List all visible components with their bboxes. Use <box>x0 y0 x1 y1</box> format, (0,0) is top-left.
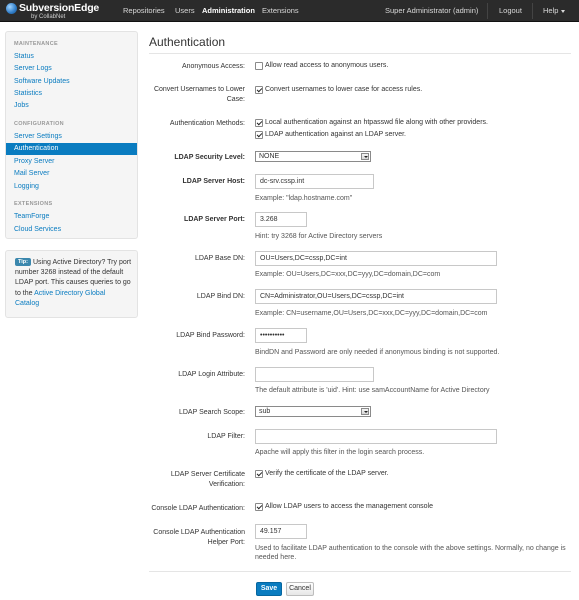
dropdown-arrow-icon <box>361 153 369 160</box>
ldap-cert-verification-text: Verify the certificate of the LDAP server. <box>265 470 389 477</box>
sidebar-header-configuration: CONFIGURATION <box>14 121 64 127</box>
ldap-auth-text: LDAP authentication against an LDAP server. <box>265 131 406 138</box>
nav-user-menu[interactable]: Super Administrator (admin) <box>385 6 479 15</box>
sidebar-item-server-settings[interactable]: Server Settings <box>14 133 62 140</box>
sidebar-item-server-logs[interactable]: Server Logs <box>14 65 52 72</box>
ldap-search-scope-select[interactable] <box>255 406 371 417</box>
ldap-security-level-label: LDAP Security Level: <box>174 154 245 161</box>
sidebar <box>5 31 138 239</box>
cancel-button[interactable]: Cancel <box>286 582 314 596</box>
save-button[interactable]: Save <box>256 582 282 596</box>
anonymous-access-text: Allow read access to anonymous users. <box>265 62 389 69</box>
console-ldap-auth-checkbox[interactable] <box>255 503 263 511</box>
nav-logout[interactable]: Logout <box>499 6 522 15</box>
ldap-security-level-value: NONE <box>259 153 280 160</box>
nav-help-label: Help <box>543 6 559 15</box>
form-actions-divider <box>149 571 571 572</box>
nav-users[interactable]: Users <box>175 6 195 15</box>
subversion-logo-icon <box>6 3 17 14</box>
anonymous-access-checkbox[interactable] <box>255 62 263 70</box>
sidebar-item-teamforge[interactable]: TeamForge <box>14 213 50 220</box>
ldap-search-scope-value: sub <box>259 408 271 415</box>
nav-repositories[interactable]: Repositories <box>123 6 165 15</box>
local-auth-checkbox[interactable] <box>255 119 263 127</box>
sidebar-item-authentication[interactable]: Authentication <box>6 143 137 155</box>
console-helper-port-help-cont: needed here. <box>255 554 297 561</box>
ldap-bind-dn-help: Example: CN=username,OU=Users,DC=xxx,DC=yyy,DC=domain,DC=com <box>255 310 488 317</box>
tip-text: Using Active Directory? Try port number 3268 instead of the default LDAP port. This causes queries to go to the <box>15 259 132 297</box>
lowercase-usernames-text: Convert usernames to lower case for access rules. <box>265 86 423 93</box>
top-navbar <box>0 0 579 22</box>
sidebar-item-jobs[interactable]: Jobs <box>14 102 29 109</box>
ldap-server-host-input[interactable]: dc-srv.cssp.int <box>255 174 374 189</box>
ldap-bind-password-label: LDAP Bind Password: <box>176 332 245 339</box>
local-auth-text: Local authentication against an htpasswd file along with other providers. <box>265 119 488 126</box>
ldap-base-dn-help: Example: OU=Users,DC=xxx,DC=yyy,DC=domain,DC=com <box>255 271 441 278</box>
sidebar-item-mail-server[interactable]: Mail Server <box>14 170 50 177</box>
ldap-security-level-select[interactable] <box>255 151 371 162</box>
brand-logo[interactable] <box>6 2 112 21</box>
tip-link-global-catalog[interactable]: Active Directory Global Catalog <box>15 289 106 307</box>
nav-administration[interactable]: Administration <box>202 6 255 15</box>
sidebar-item-logging[interactable]: Logging <box>14 183 39 190</box>
sidebar-header-maintenance: MAINTENANCE <box>14 41 58 47</box>
nav-separator <box>532 3 533 19</box>
nav-extensions[interactable]: Extensions <box>262 6 299 15</box>
ldap-server-host-help: Example: "ldap.hostname.com" <box>255 195 353 202</box>
tip-box <box>5 250 138 318</box>
ldap-bind-password-help: BindDN and Password are only needed if anonymous binding is not supported. <box>255 349 500 356</box>
ldap-login-attribute-input[interactable] <box>255 367 374 382</box>
ldap-server-port-input[interactable]: 3.268 <box>255 212 307 227</box>
lowercase-usernames-checkbox[interactable] <box>255 86 263 94</box>
ldap-bind-password-input[interactable]: •••••••••• <box>255 328 307 343</box>
ldap-server-host-label: LDAP Server Host: <box>182 178 245 185</box>
ldap-auth-checkbox[interactable] <box>255 131 263 139</box>
sidebar-item-software-updates[interactable]: Software Updates <box>14 78 70 85</box>
console-helper-port-label: Console LDAP Authentication Helper Port: <box>153 529 245 546</box>
title-divider <box>149 53 571 54</box>
brand-subtitle: by CollabNet <box>31 14 66 20</box>
ldap-cert-verification-label: LDAP Server Certificate Verification: <box>170 471 245 488</box>
nav-help-menu[interactable] <box>543 0 565 22</box>
console-helper-port-input[interactable]: 49.157 <box>255 524 307 539</box>
sidebar-header-extensions: EXTENSIONS <box>14 201 53 207</box>
ldap-cert-verification-checkbox[interactable] <box>255 470 263 478</box>
sidebar-item-statistics[interactable]: Statistics <box>14 90 43 97</box>
ldap-server-port-label: LDAP Server Port: <box>184 216 245 223</box>
ldap-filter-label: LDAP Filter: <box>207 433 245 440</box>
ldap-base-dn-input[interactable]: OU=Users,DC=cssp,DC=int <box>255 251 497 266</box>
nav-separator <box>487 3 488 19</box>
auth-methods-label: Authentication Methods: <box>169 120 245 127</box>
console-ldap-auth-text: Allow LDAP users to access the management console <box>265 503 433 510</box>
ldap-bind-dn-input[interactable]: CN=Administrator,OU=Users,DC=cssp,DC=int <box>255 289 497 304</box>
sidebar-item-cloud-services[interactable]: Cloud Services <box>14 226 62 233</box>
ldap-search-scope-label: LDAP Search Scope: <box>178 409 245 416</box>
sidebar-item-proxy-server[interactable]: Proxy Server <box>14 158 55 165</box>
ldap-login-attribute-help: The default attribute is 'uid'. Hint: use samAccountName for Active Directory <box>255 387 490 394</box>
ldap-bind-dn-label: LDAP Bind DN: <box>196 293 245 300</box>
ldap-filter-input[interactable] <box>255 429 497 444</box>
chevron-down-icon <box>561 10 565 13</box>
ldap-login-attribute-label: LDAP Login Attribute: <box>178 371 245 378</box>
ldap-server-port-help: Hint: try 3268 for Active Directory servers <box>255 233 383 240</box>
console-helper-port-help: Used to facilitate LDAP authentication to the console with the above settings. Normally, no change is <box>255 545 566 552</box>
sidebar-item-status[interactable]: Status <box>14 53 34 60</box>
lowercase-usernames-label: Convert Usernames to Lower Case: <box>153 86 245 103</box>
dropdown-arrow-icon <box>361 408 369 415</box>
tip-badge: Tip: <box>15 258 31 266</box>
ldap-filter-help: Apache will apply this filter in the login search process. <box>255 449 425 456</box>
brand-title: SubversionEdge <box>19 2 100 14</box>
anonymous-access-label: Anonymous Access: <box>181 63 245 70</box>
page-title: Authentication <box>149 35 226 49</box>
console-ldap-auth-label: Console LDAP Authentication: <box>151 505 245 512</box>
ldap-base-dn-label: LDAP Base DN: <box>194 255 245 262</box>
